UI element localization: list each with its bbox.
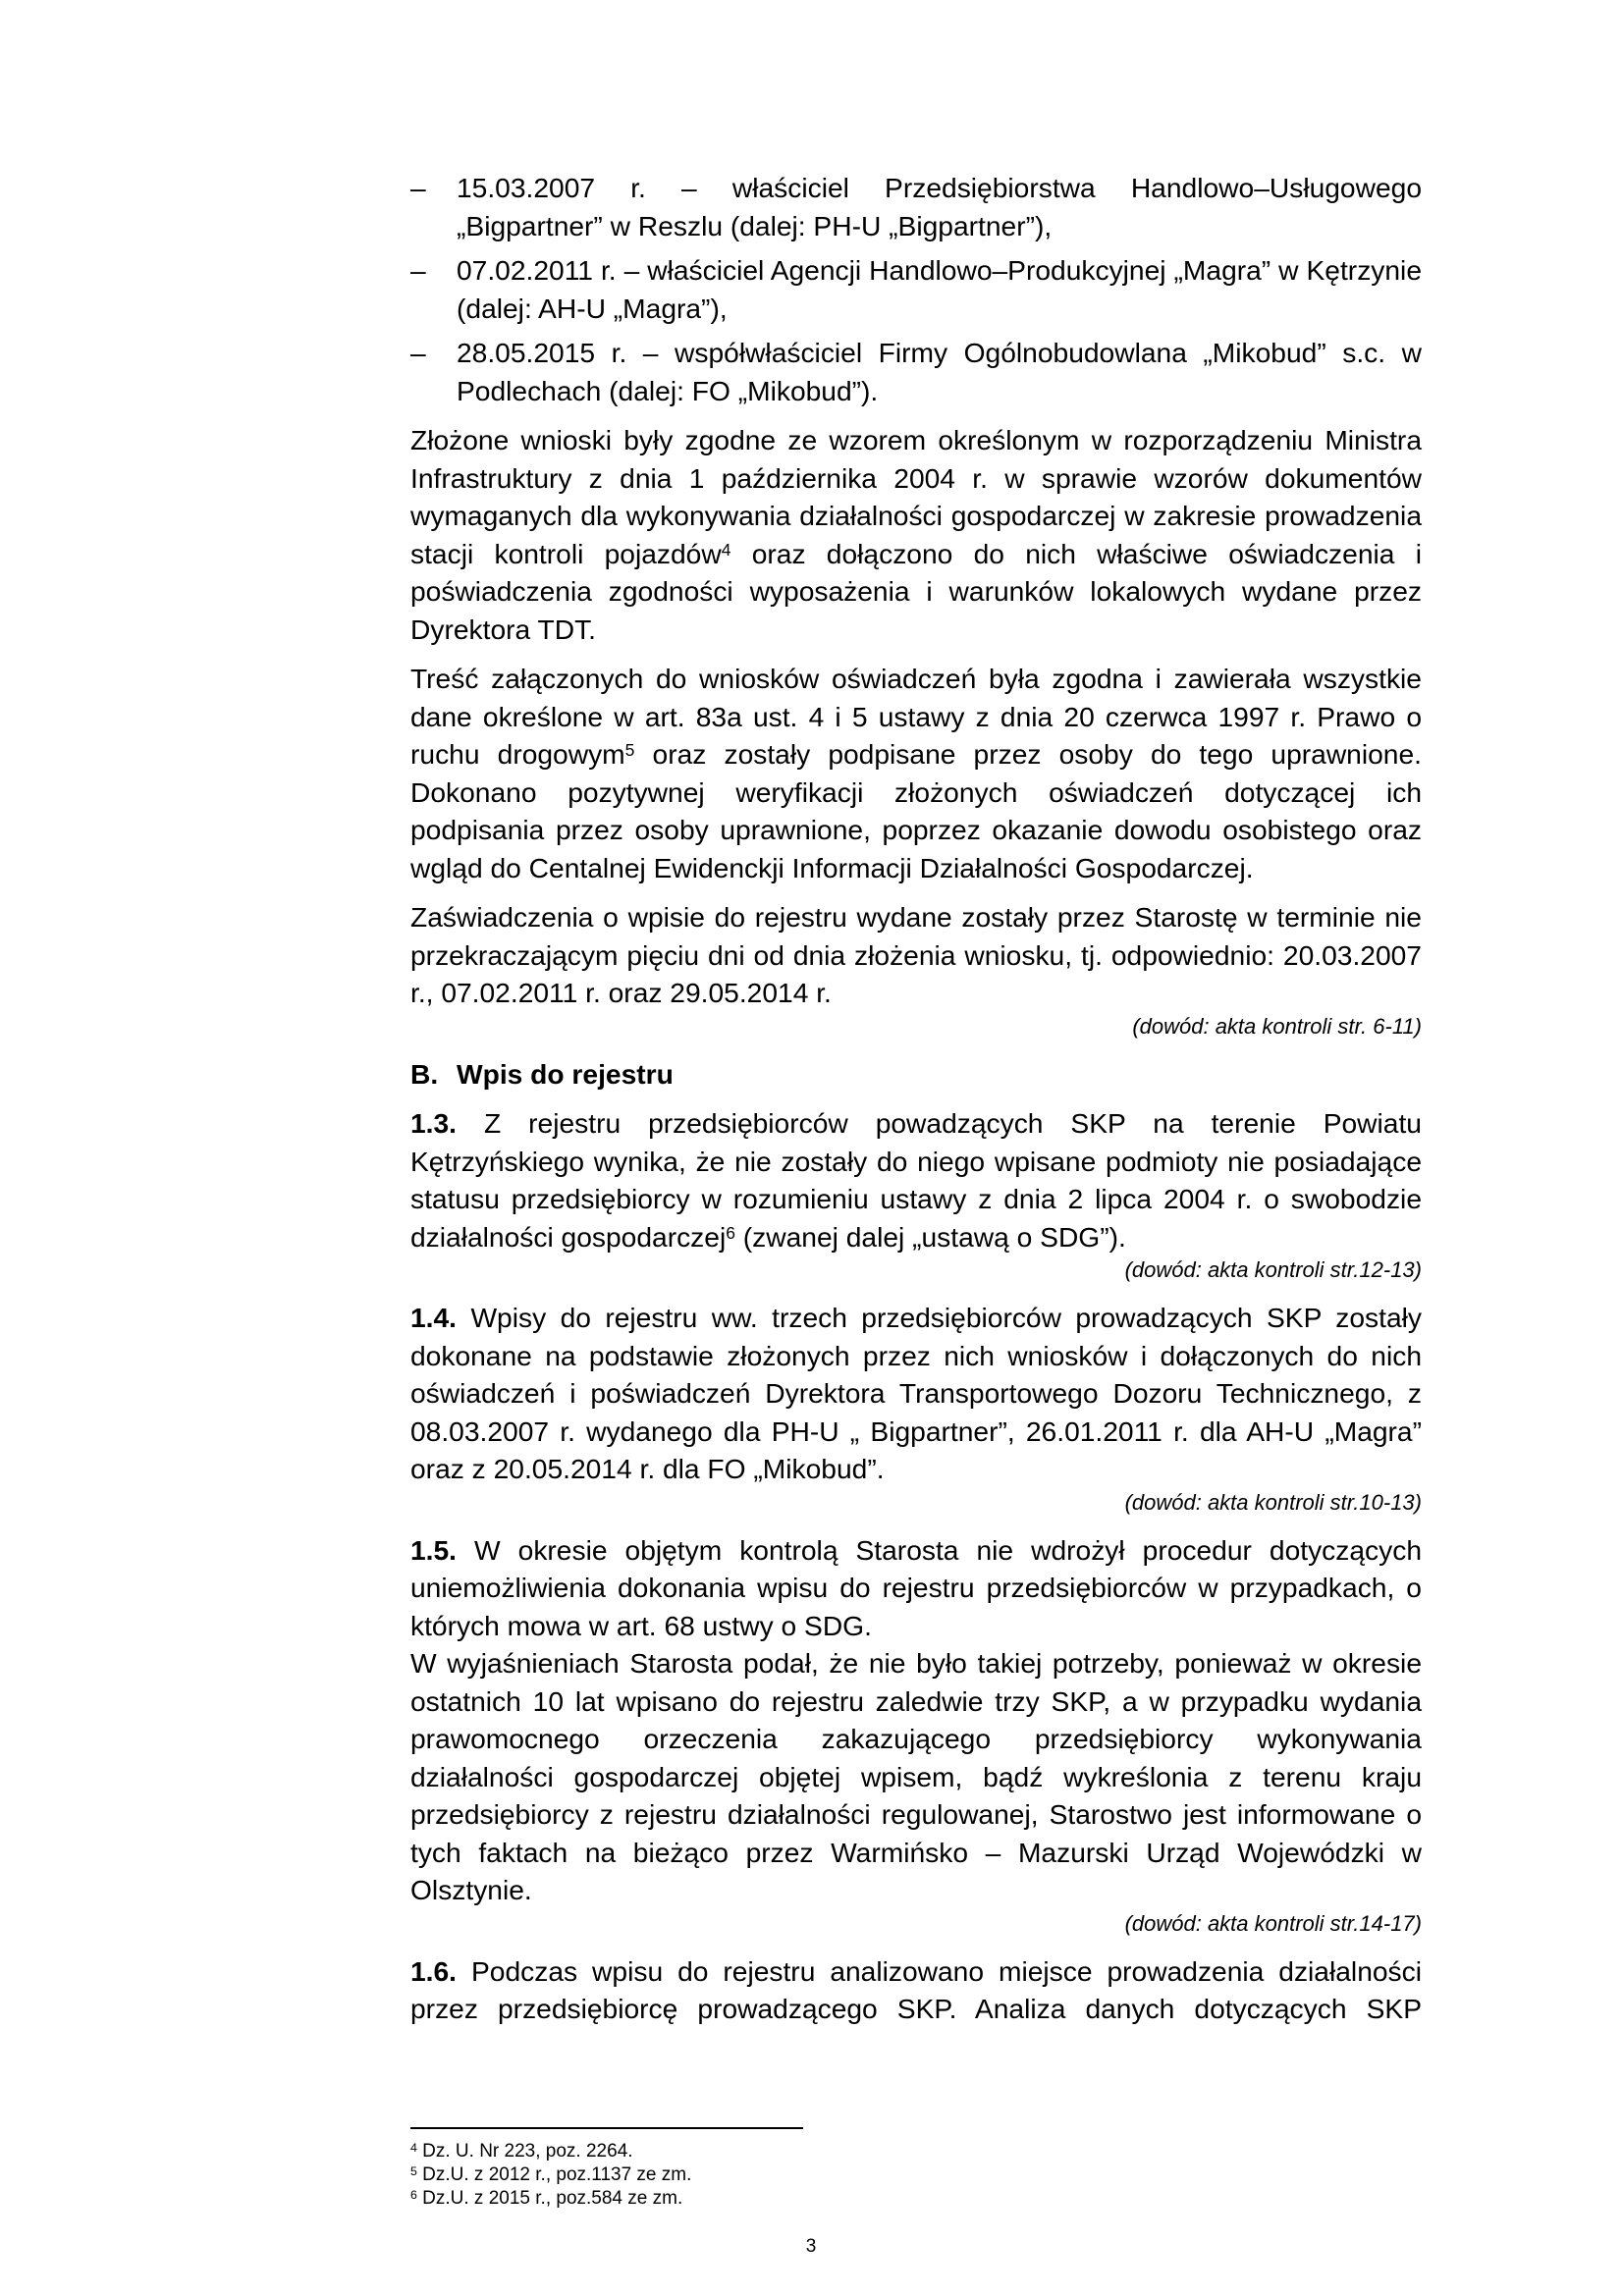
footnote-ref[interactable]: 5 [624,740,635,761]
paragraph-number: 1.6. [410,1954,458,1987]
page-body [410,169,1422,2028]
paragraph-certificates: Zaświadczenia o wpisie do rejestru wydane zostały przez Starostę w terminie nie przekraczającym pięciu dni od dnia złożenia wniosku, tj. odpowiednio: 20.03.2007 r., 07.02.2011 r. oraz 29.05.2014 r. [410,901,1422,1008]
paragraph-text: Podczas wpisu do rejestru analizowano miejsce prowadzenia działalności przez przedsiębiorcę prowadzącego SKP. Analiza danych dotyczących SKP [410,1954,1422,2024]
paragraph-text: Złożone wnioski były zgodne ze wzorem określonym w rozporządzeniu Ministra Infrastruktury z dnia 1 października 2004 r. w sprawie wzorów dokumentów wymaganych dla wykonywania działalności gospodarczej w zakresie prowadzenia stacji kontroli pojazdów [410,424,1422,569]
page-number: 3 [805,2236,817,2257]
paragraph-text: oraz zostały podpisane przez osoby do tego uprawnione. Dokonano pozytywnej weryfikacji złożonych oświadczeń dotyczącej ich podpisania przez osoby uprawnione, poprzez okazanie dowodu osobistego oraz wgląd do Centalnej Ewidenckji Informacji Działalności Gospodarczej. [410,738,1422,883]
footnote-mark: 4 [410,2141,417,2156]
paragraph-applications [410,421,1422,648]
evidence-note: (dowód: akta kontroli str.10-13) [1124,1489,1422,1515]
footnote-text: Dz.U. z 2012 r., poz.1137 ze zm. [416,2164,692,2185]
dash-marker: – [410,337,426,368]
list-item-text: 07.02.2011 r. – właściciel Agencji Handlowo–Produkcyjnej „Magra” w Kętrzynie (dalej: AH-U „Magra”), [457,254,1422,324]
footnote [410,2140,691,2163]
paragraph-text: Wpisy do rejestru ww. trzech przedsiębiorców prowadzących SKP zostały dokonane na podstawie złożonych przez nich wniosków i dołączonych do nich oświadczeń i poświadczeń Dyrektora Transportowego Dozoru Technicznego, z 08.03.2007 r. wydanego dla PH-U „ Bigpartner”, 26.01.2011 r. dla AH-U „Magra” oraz z 20.05.2014 r. dla FO „Mikobud”. [410,1302,1422,1484]
paragraph-1-5-explanation: W wyjaśnieniach Starosta podał, że nie było takiej potrzeby, ponieważ w okresie ostatnich 10 lat wpisano do rejestru zaledwie trzy SKP, a w przypadku wydania prawomocnego orzeczenia zakazującego przedsiębiorcy wykonywania działalności gospodarczej objętej wpisem, bądź wykreślonia z terenu kraju przedsiębiorcy z rejestru działalności regulowanej, Starostwo jest informowane o tych faktach na bieżąco przez Warmińsko – Mazurski Urząd Wojewódzki w Olsztynie. [410,1647,1422,1905]
paragraph-number: 1.4. [410,1302,458,1333]
footnote [410,2187,691,2211]
footnote-ref[interactable]: 6 [726,1222,735,1243]
paragraph-statements [410,660,1422,886]
paragraph-1-4 [410,1299,1422,1488]
evidence-note: (dowód: akta kontroli str. 6-11) [1132,1013,1422,1039]
footnotes [410,2140,691,2211]
evidence-note: (dowód: akta kontroli str.12-13) [1124,1257,1422,1282]
list-item [410,251,1422,327]
evidence-note: (dowód: akta kontroli str.14-17) [1124,1910,1422,1936]
dash-marker: – [410,172,426,203]
footnote-text: Dz.U. z 2015 r., poz.584 ze zm. [416,2188,683,2209]
footnote-mark: 6 [410,2188,417,2203]
section-heading [410,1055,1422,1094]
footnote-separator [410,2127,803,2129]
paragraph-number: 1.5. [410,1533,458,1566]
paragraph-text: W okresie objętym kontrolą Starosta nie wdrożył procedur dotyczących uniemożliwienia dokonania wpisu do rejestru przedsiębiorców w przypadkach, o których mowa w art. 68 ustwy o SDG. [410,1533,1422,1641]
footnote [410,2163,691,2187]
section-letter: B. [410,1057,439,1090]
paragraph-number: 1.3. [410,1107,458,1139]
paragraph-text: Z rejestru przedsiębiorców powadzących SKP na terenie Powiatu Kętrzyńskiego wynika, że nie zostały do niego wpisane podmioty nie posiadające statusu przedsiębiorcy w rozumieniu ustawy z dnia 2 lipca 2004 r. o swobodzie działalności gospodarczej [410,1107,1422,1253]
paragraph-1-5 [410,1531,1422,1645]
paragraph-1-3 [410,1104,1422,1255]
footnote-text: Dz. U. Nr 223, poz. 2264. [416,2141,633,2162]
paragraph-text: oraz dołączono do nich właściwe oświadczenia i poświadczenia zgodności wyposażenia i warunków lokalowych wydane przez Dyrektora TDT. [410,537,1422,645]
list-item [410,169,1422,244]
paragraph-text: (zwanej dalej „ustawą o SDG”). [734,1220,1126,1253]
list-item [410,334,1422,409]
footnote-mark: 5 [410,2164,417,2179]
paragraph-text: Treść załączonych do wniosków oświadczeń była zgodna i zawierała wszystkie dane określone w art. 83a ust. 4 i 5 ustawy z dnia 20 czerwca 1997 r. Prawo o ruchu drogowym [410,663,1422,770]
paragraph-1-6 [410,1952,1422,2028]
section-title: Wpis do rejestru [457,1057,674,1090]
list-item-text: 28.05.2015 r. – współwłaściciel Firmy Ogólnobudowlana „Mikobud” s.c. w Podlechach (dalej: FO „Mikobud”). [457,337,1422,406]
footnote-ref[interactable]: 4 [721,539,731,560]
list-item-text: 15.03.2007 r. – właściciel Przedsiębiorstwa Handlowo–Usługowego „Bigpartner” w Reszlu (dalej: PH-U „Bigpartner”), [457,172,1422,241]
dash-marker: – [410,254,426,286]
date-list [410,169,1422,409]
